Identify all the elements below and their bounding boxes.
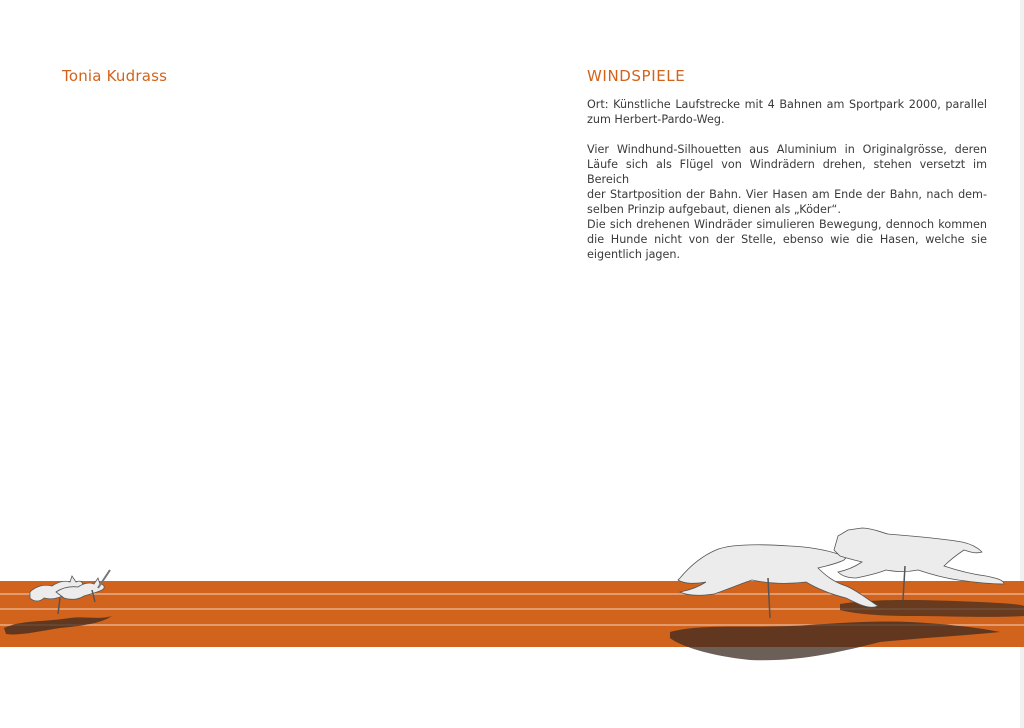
text-line: der Startposition der Bahn. Vier Hasen am Ende der Bahn, nach dem- bbox=[587, 188, 987, 201]
author-name: Tonia Kudrass bbox=[62, 67, 168, 85]
text-line: zum Herbert-Pardo-Weg. bbox=[587, 113, 725, 126]
text-line: eigentlich jagen. bbox=[587, 248, 681, 261]
project-text-column bbox=[587, 67, 987, 262]
text-line: Die sich drehenen Windräder simulieren Bewegung, dennoch kommen bbox=[587, 218, 987, 231]
text-line: Vier Windhund-Silhouetten aus Aluminium in Originalgrösse, deren bbox=[587, 143, 987, 156]
project-title: WINDSPIELE bbox=[587, 67, 686, 85]
text-line: selben Prinzip aufgebaut, dienen als „Köder“. bbox=[587, 203, 841, 216]
text-line: Ort: Künstliche Laufstrecke mit 4 Bahnen am Sportpark 2000, parallel bbox=[587, 98, 987, 111]
text-line: Läufe sich als Flügel von Windrädern drehen, stehen versetzt im Bereich bbox=[587, 158, 987, 186]
description-paragraph bbox=[587, 142, 987, 262]
racetrack-illustration bbox=[0, 520, 1024, 680]
text-line: die Hunde nicht von der Stelle, ebenso wie die Hasen, welche sie bbox=[587, 233, 987, 246]
location-paragraph bbox=[587, 97, 987, 127]
